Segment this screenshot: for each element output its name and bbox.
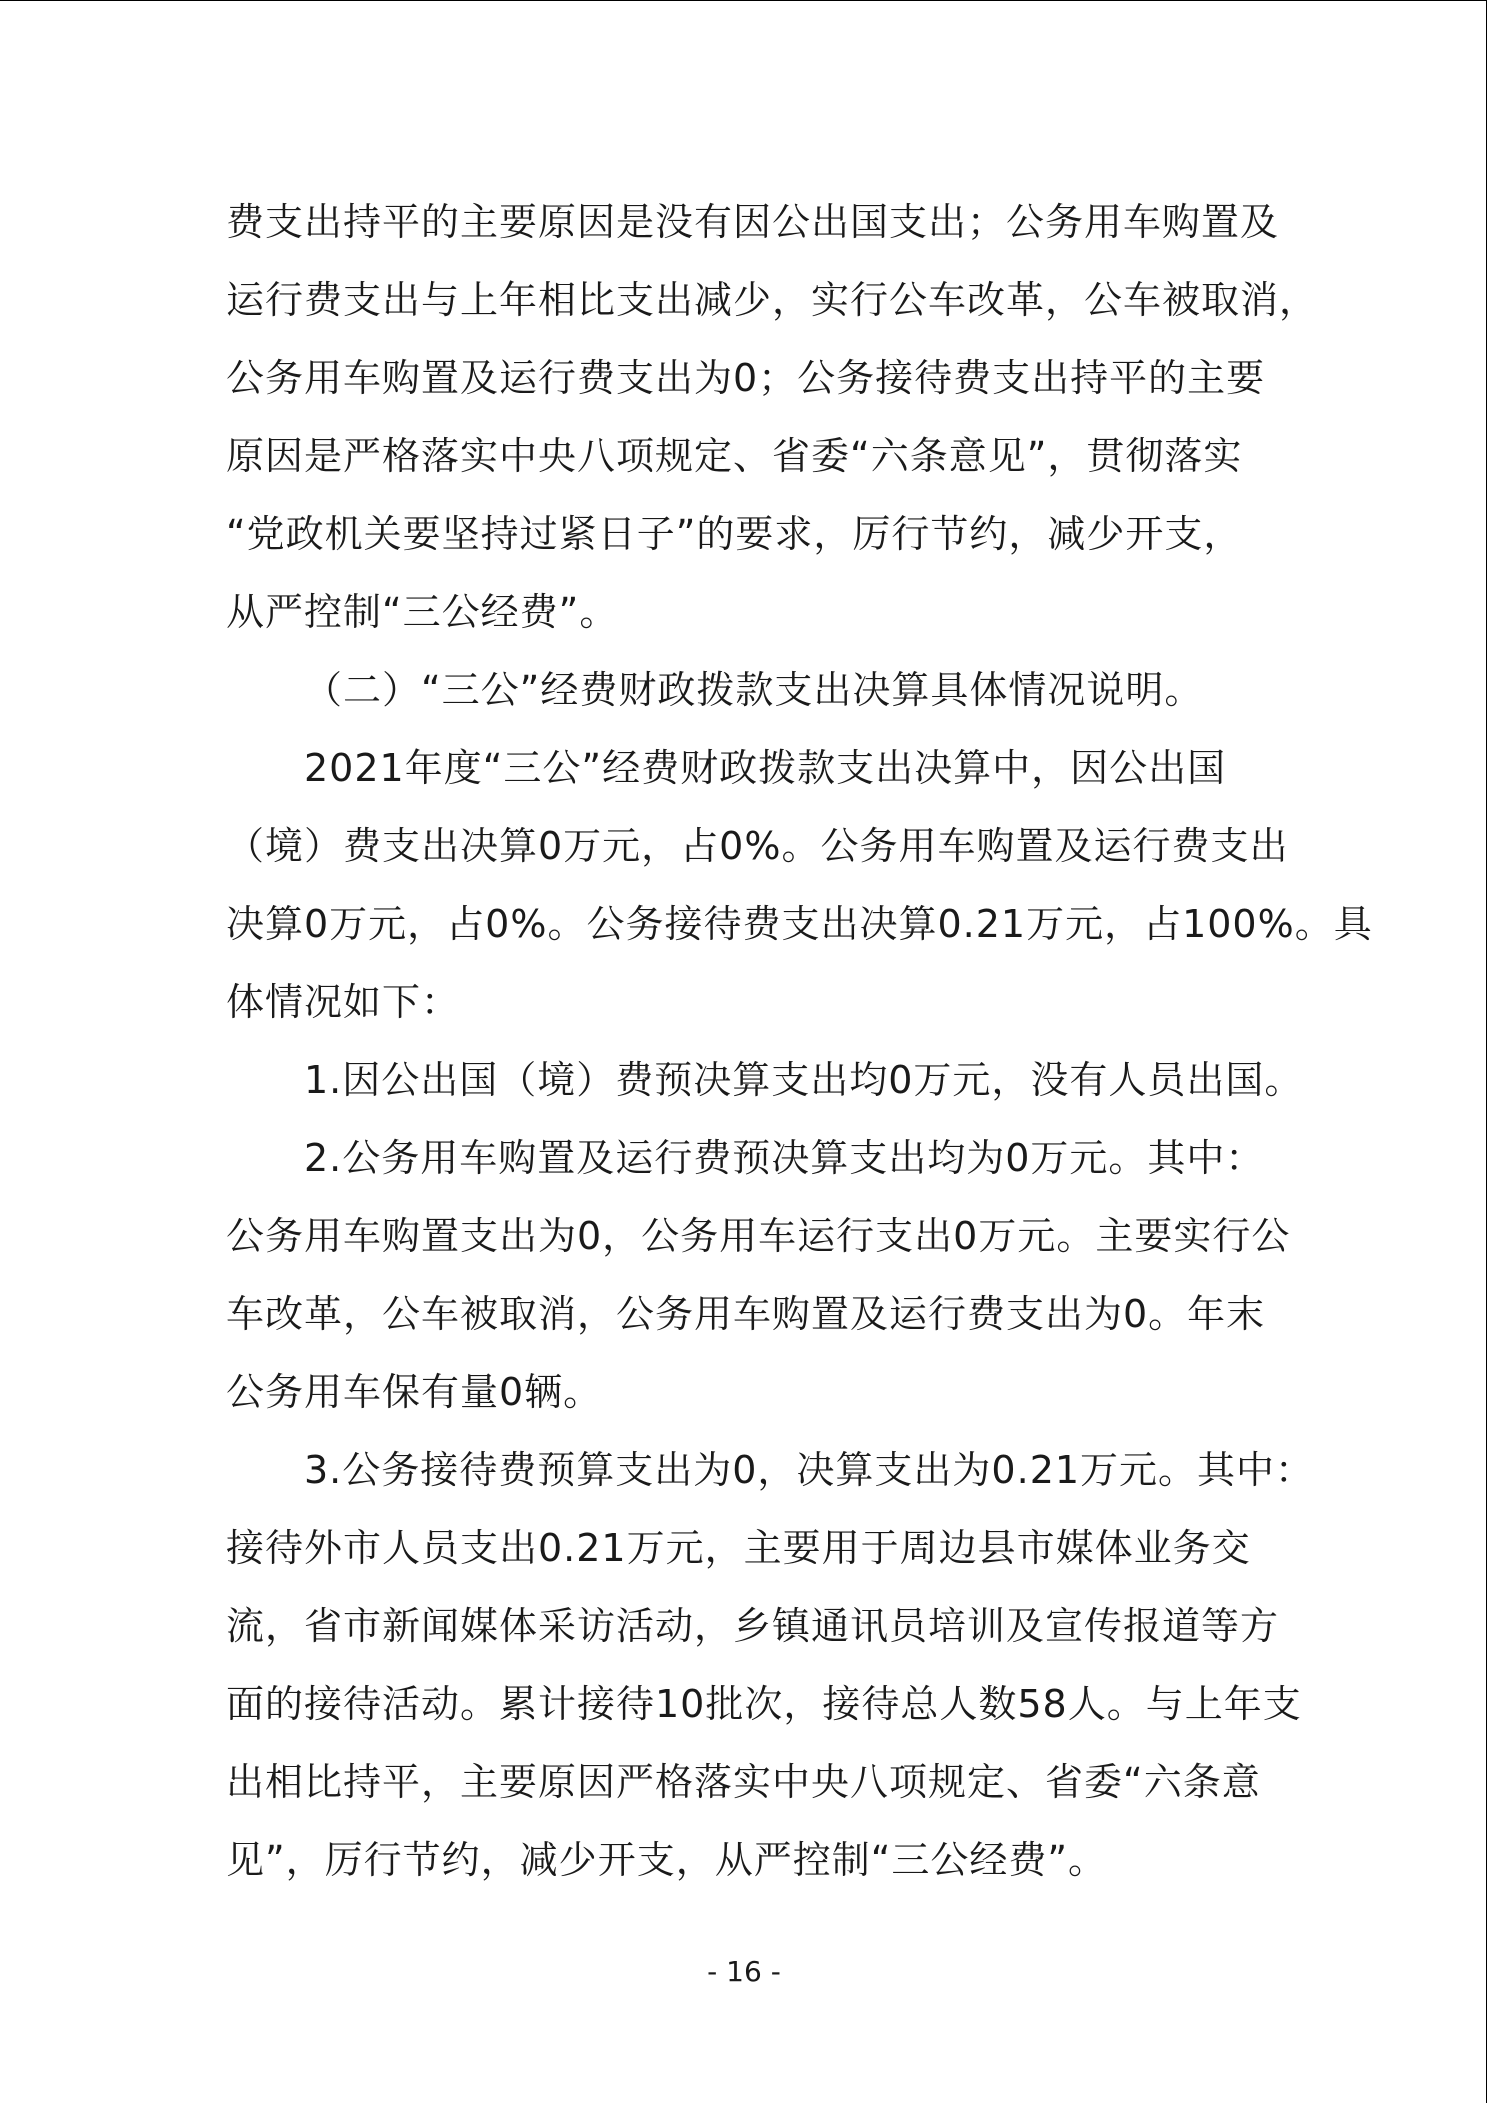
body-line: 公务用车保有量0辆。 [226,1370,603,1414]
body-line: 费支出持平的主要原因是没有因公出国支出；公务用车购置及 [226,200,1280,244]
body-line: 决算0万元，占0%。公务接待费支出决算0.21万元，占100%。具 [226,902,1373,946]
page-number: - 16 - [707,1955,781,1988]
body-line: 运行费支出与上年相比支出减少，实行公车改革，公车被取消， [226,278,1319,322]
list-item: 2.公务用车购置及运行费预决算支出均为0万元。其中： [304,1136,1265,1180]
body-line: （境）费支出决算0万元，占0%。公务用车购置及运行费支出 [226,824,1289,868]
list-item: 1.因公出国（境）费预决算支出均0万元，没有人员出国。 [304,1058,1304,1102]
body-line: 从严控制“三公经费”。 [226,590,619,634]
section-heading: （二）“三公”经费财政拨款支出决算具体情况说明。 [304,668,1204,712]
body-line: 公务用车购置支出为0，公务用车运行支出0万元。主要实行公 [226,1214,1291,1258]
body-line: 体情况如下： [226,980,461,1024]
body-line: 接待外市人员支出0.21万元，主要用于周边县市媒体业务交 [226,1526,1251,1570]
body-line: 车改革，公车被取消，公务用车购置及运行费支出为0。年末 [226,1292,1266,1336]
list-item: 3.公务接待费预算支出为0，决算支出为0.21万元。其中： [304,1448,1315,1492]
body-line: 面的接待活动。累计接待10批次，接待总人数58人。与上年支 [226,1682,1302,1726]
body-line: “党政机关要坚持过紧日子”的要求，厉行节约，减少开支， [226,512,1243,556]
body-line: 2021年度“三公”经费财政拨款支出决算中，因公出国 [304,746,1227,790]
body-line: 公务用车购置及运行费支出为0；公务接待费支出持平的主要 [226,356,1266,400]
body-line: 出相比持平，主要原因严格落实中央八项规定、省委“六条意 [226,1760,1261,1804]
body-line: 见”，厉行节约，减少开支，从严控制“三公经费”。 [226,1838,1108,1882]
body-line: 原因是严格落实中央八项规定、省委“六条意见”，贯彻落实 [226,434,1243,478]
body-line: 流，省市新闻媒体采访活动，乡镇通讯员培训及宣传报道等方 [226,1604,1280,1648]
